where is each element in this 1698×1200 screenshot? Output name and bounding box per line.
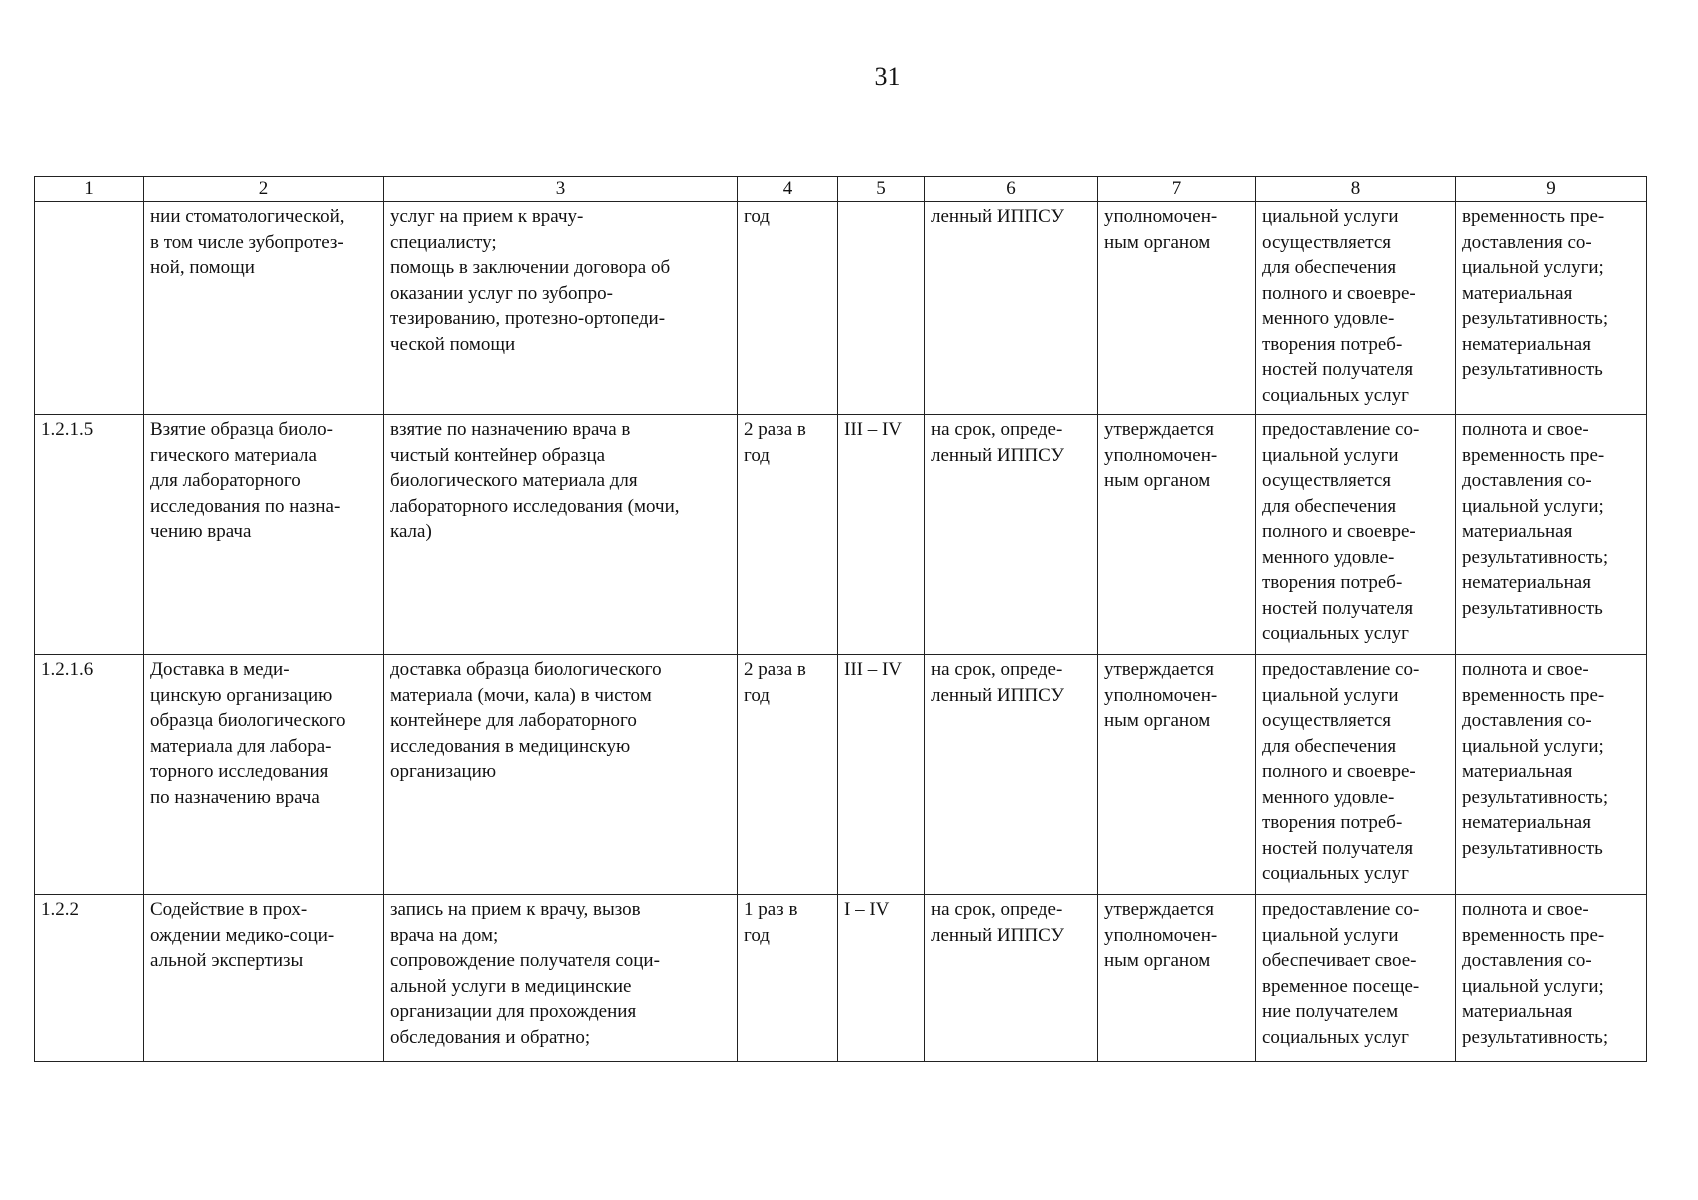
- cell-line: год: [744, 684, 770, 706]
- cell-line: ностей получателя: [1262, 359, 1414, 380]
- cell-line: исследования в медицинскую: [390, 735, 631, 757]
- cell-line: материала (мочи, кала) в чистом: [390, 684, 652, 706]
- cell-line: обследования и обратно;: [390, 1026, 591, 1048]
- cell-line: ленный ИППСУ: [931, 924, 1064, 946]
- cell-line: год: [744, 924, 770, 946]
- cell-line: доставления со-: [1462, 710, 1592, 731]
- table-row: [35, 895, 1647, 1062]
- cell-line: контейнере для лабораторного: [390, 710, 637, 731]
- cell-line: полного и своевре-: [1262, 282, 1416, 304]
- cell-line: взятие по назначению врача в: [390, 419, 631, 440]
- cell-line: предоставление со-: [1262, 899, 1420, 920]
- cell-line: предоставление со-: [1262, 659, 1420, 680]
- cell-line: цинскую организацию: [150, 684, 333, 706]
- cell-line: торного исследования: [150, 761, 329, 782]
- cell-line: полного и своевре-: [1262, 761, 1416, 782]
- cell-line: материальная: [1462, 282, 1573, 304]
- cell-line: Содействие в прох-: [150, 899, 308, 920]
- cell-line: циальной услуги;: [1462, 975, 1604, 997]
- cell-line: в том числе зубопротез-: [150, 231, 344, 253]
- cell-line: результативность;: [1462, 546, 1609, 568]
- cell-line: циальной услуги: [1262, 444, 1399, 466]
- column-header: 3: [384, 177, 738, 202]
- cell-line: материальная: [1462, 521, 1573, 542]
- service-quarter-cell: I – IV: [838, 895, 925, 1062]
- cell-line: доставления со-: [1462, 470, 1592, 491]
- cell-line: 2 раза в: [744, 659, 806, 680]
- cell-line: для обеспечения: [1262, 495, 1397, 517]
- cell-line: оказании услуг по зубопро-: [390, 282, 613, 304]
- cell-line: исследования по назна-: [150, 495, 341, 517]
- cell-line: уполномочен-: [1104, 444, 1218, 466]
- service-conditions-cell: [1256, 655, 1456, 895]
- cell-line: материальная: [1462, 761, 1573, 782]
- cell-line: менного удовле-: [1262, 786, 1395, 808]
- service-name-cell: [144, 655, 384, 895]
- cell-line: специалисту;: [390, 231, 497, 253]
- service-quarter-cell: [838, 202, 925, 415]
- cell-line: творения потреб-: [1262, 572, 1403, 593]
- column-header: 1: [35, 177, 144, 202]
- cell-line: ние получателем: [1262, 1001, 1399, 1022]
- column-header: 8: [1256, 177, 1456, 202]
- cell-line: альной экспертизы: [150, 950, 304, 971]
- service-name-cell: [144, 895, 384, 1062]
- cell-line: ным органом: [1104, 470, 1211, 491]
- service-number-cell: [35, 202, 144, 415]
- cell-line: уполномочен-: [1104, 684, 1218, 706]
- column-header: 6: [925, 177, 1098, 202]
- cell-line: обеспечивает свое-: [1262, 950, 1417, 971]
- cell-line: менного удовле-: [1262, 308, 1395, 329]
- service-term-cell: [925, 202, 1098, 415]
- cell-line: временность пре-: [1462, 444, 1605, 466]
- service-cost-cell: [1098, 202, 1256, 415]
- cell-line: тезированию, протезно-ортопеди-: [390, 308, 666, 329]
- service-name-cell: [144, 415, 384, 655]
- cell-line: сопровождение получателя соци-: [390, 950, 660, 971]
- column-number-row: [35, 177, 1647, 202]
- cell-line: материальная: [1462, 1001, 1573, 1022]
- cell-line: результативность;: [1462, 308, 1609, 329]
- cell-line: доставления со-: [1462, 950, 1592, 971]
- cell-line: по назначению врача: [150, 786, 320, 808]
- service-indicators-cell: [1456, 415, 1647, 655]
- cell-line: биологического материала для: [390, 470, 638, 491]
- table-row: [35, 415, 1647, 655]
- cell-line: на срок, опреде-: [931, 899, 1063, 920]
- cell-line: запись на прием к врачу, вызов: [390, 899, 641, 920]
- cell-line: помощь в заключении договора об: [390, 257, 671, 278]
- cell-line: нематериальная: [1462, 572, 1591, 593]
- cell-line: ностей получателя: [1262, 597, 1414, 619]
- cell-line: на срок, опреде-: [931, 659, 1063, 680]
- cell-line: 2 раза в: [744, 419, 806, 440]
- service-conditions-cell: [1256, 202, 1456, 415]
- service-indicators-cell: [1456, 202, 1647, 415]
- service-name-cell: [144, 202, 384, 415]
- service-indicators-cell: [1456, 655, 1647, 895]
- cell-line: доставления со-: [1462, 231, 1592, 253]
- service-cost-cell: [1098, 415, 1256, 655]
- cell-line: ождении медико-соци-: [150, 924, 335, 946]
- service-number-cell: 1.2.2: [35, 895, 144, 1062]
- cell-line: для лабораторного: [150, 470, 301, 491]
- table-row: [35, 655, 1647, 895]
- service-period-cell: [738, 202, 838, 415]
- cell-line: циальной услуги;: [1462, 735, 1604, 757]
- service-number-cell: 1.2.1.6: [35, 655, 144, 895]
- service-period-cell: [738, 415, 838, 655]
- service-term-cell: [925, 655, 1098, 895]
- cell-line: результативность: [1462, 359, 1603, 380]
- cell-line: альной услуги в медицинские: [390, 975, 632, 997]
- cell-line: ленный ИППСУ: [931, 444, 1064, 466]
- cell-line: уполномочен-: [1104, 206, 1218, 227]
- cell-line: ческой помощи: [390, 333, 516, 355]
- service-quarter-cell: III – IV: [838, 415, 925, 655]
- cell-line: утверждается: [1104, 899, 1214, 920]
- column-header: 9: [1456, 177, 1647, 202]
- cell-line: доставка образца биологического: [390, 659, 662, 680]
- cell-line: материала для лабора-: [150, 735, 332, 757]
- cell-line: гического материала: [150, 444, 317, 466]
- service-indicators-cell: [1456, 895, 1647, 1062]
- cell-line: уполномочен-: [1104, 924, 1218, 946]
- cell-line: полнота и свое-: [1462, 419, 1589, 440]
- cell-line: предоставление со-: [1262, 419, 1420, 440]
- cell-line: кала): [390, 521, 432, 542]
- cell-line: ным органом: [1104, 950, 1211, 971]
- service-period-cell: [738, 895, 838, 1062]
- cell-line: ностей получателя: [1262, 837, 1414, 859]
- cell-line: циальной услуги: [1262, 206, 1399, 227]
- cell-line: полнота и свое-: [1462, 899, 1589, 920]
- cell-line: врача на дом;: [390, 924, 499, 946]
- cell-line: организации для прохождения: [390, 1001, 637, 1022]
- cell-line: временность пре-: [1462, 684, 1605, 706]
- cell-line: для обеспечения: [1262, 257, 1397, 278]
- services-table: [34, 176, 1647, 1062]
- column-header: 7: [1098, 177, 1256, 202]
- service-cost-cell: [1098, 655, 1256, 895]
- cell-line: циальной услуги: [1262, 684, 1399, 706]
- cell-line: временное посеще-: [1262, 975, 1420, 997]
- cell-line: социальных услуг: [1262, 863, 1409, 884]
- cell-line: результативность: [1462, 597, 1603, 619]
- service-number-cell: 1.2.1.5: [35, 415, 144, 655]
- service-content-cell: [384, 655, 738, 895]
- service-conditions-cell: [1256, 415, 1456, 655]
- cell-line: творения потреб-: [1262, 812, 1403, 833]
- cell-line: нии стоматологической,: [150, 206, 345, 227]
- cell-line: циальной услуги;: [1462, 495, 1604, 517]
- cell-line: год: [744, 206, 770, 227]
- service-period-cell: [738, 655, 838, 895]
- cell-line: утверждается: [1104, 659, 1214, 680]
- service-content-cell: [384, 415, 738, 655]
- service-cost-cell: [1098, 895, 1256, 1062]
- cell-line: циальной услуги;: [1462, 257, 1604, 278]
- column-header: 4: [738, 177, 838, 202]
- cell-line: на срок, опреде-: [931, 419, 1063, 440]
- service-content-cell: [384, 202, 738, 415]
- cell-line: чению врача: [150, 521, 252, 542]
- cell-line: полного и своевре-: [1262, 521, 1416, 542]
- cell-line: временность пре-: [1462, 924, 1605, 946]
- column-header: 2: [144, 177, 384, 202]
- cell-line: социальных услуг: [1262, 623, 1409, 644]
- service-content-cell: [384, 895, 738, 1062]
- cell-line: 1 раз в: [744, 899, 798, 920]
- cell-line: менного удовле-: [1262, 546, 1395, 568]
- service-term-cell: [925, 895, 1098, 1062]
- cell-line: Взятие образца биоло-: [150, 419, 333, 440]
- cell-line: год: [744, 444, 770, 466]
- service-term-cell: [925, 415, 1098, 655]
- cell-line: ным органом: [1104, 231, 1211, 253]
- cell-line: результативность;: [1462, 1026, 1609, 1048]
- service-quarter-cell: III – IV: [838, 655, 925, 895]
- cell-line: результативность;: [1462, 786, 1609, 808]
- cell-line: осуществляется: [1262, 470, 1392, 491]
- cell-line: лабораторного исследования (мочи,: [390, 495, 680, 517]
- cell-line: утверждается: [1104, 419, 1214, 440]
- cell-line: осуществляется: [1262, 231, 1392, 253]
- cell-line: результативность: [1462, 837, 1603, 859]
- cell-line: социальных услуг: [1262, 384, 1409, 406]
- cell-line: циальной услуги: [1262, 924, 1399, 946]
- cell-line: творения потреб-: [1262, 333, 1403, 355]
- cell-line: для обеспечения: [1262, 735, 1397, 757]
- column-header: 5: [838, 177, 925, 202]
- cell-line: нематериальная: [1462, 812, 1591, 833]
- service-conditions-cell: [1256, 895, 1456, 1062]
- cell-line: образца биологического: [150, 710, 346, 731]
- cell-line: Доставка в меди-: [150, 659, 290, 680]
- page-number: 31: [874, 62, 901, 91]
- table-row: [35, 202, 1647, 415]
- cell-line: ной, помощи: [150, 257, 255, 278]
- cell-line: ленный ИППСУ: [931, 206, 1064, 227]
- cell-line: нематериальная: [1462, 333, 1591, 355]
- cell-line: полнота и свое-: [1462, 659, 1589, 680]
- cell-line: социальных услуг: [1262, 1026, 1409, 1048]
- cell-line: услуг на прием к врачу-: [390, 206, 584, 227]
- cell-line: чистый контейнер образца: [390, 444, 606, 466]
- cell-line: осуществляется: [1262, 710, 1392, 731]
- cell-line: ленный ИППСУ: [931, 684, 1064, 706]
- cell-line: временность пре-: [1462, 206, 1605, 227]
- cell-line: организацию: [390, 761, 497, 782]
- cell-line: ным органом: [1104, 710, 1211, 731]
